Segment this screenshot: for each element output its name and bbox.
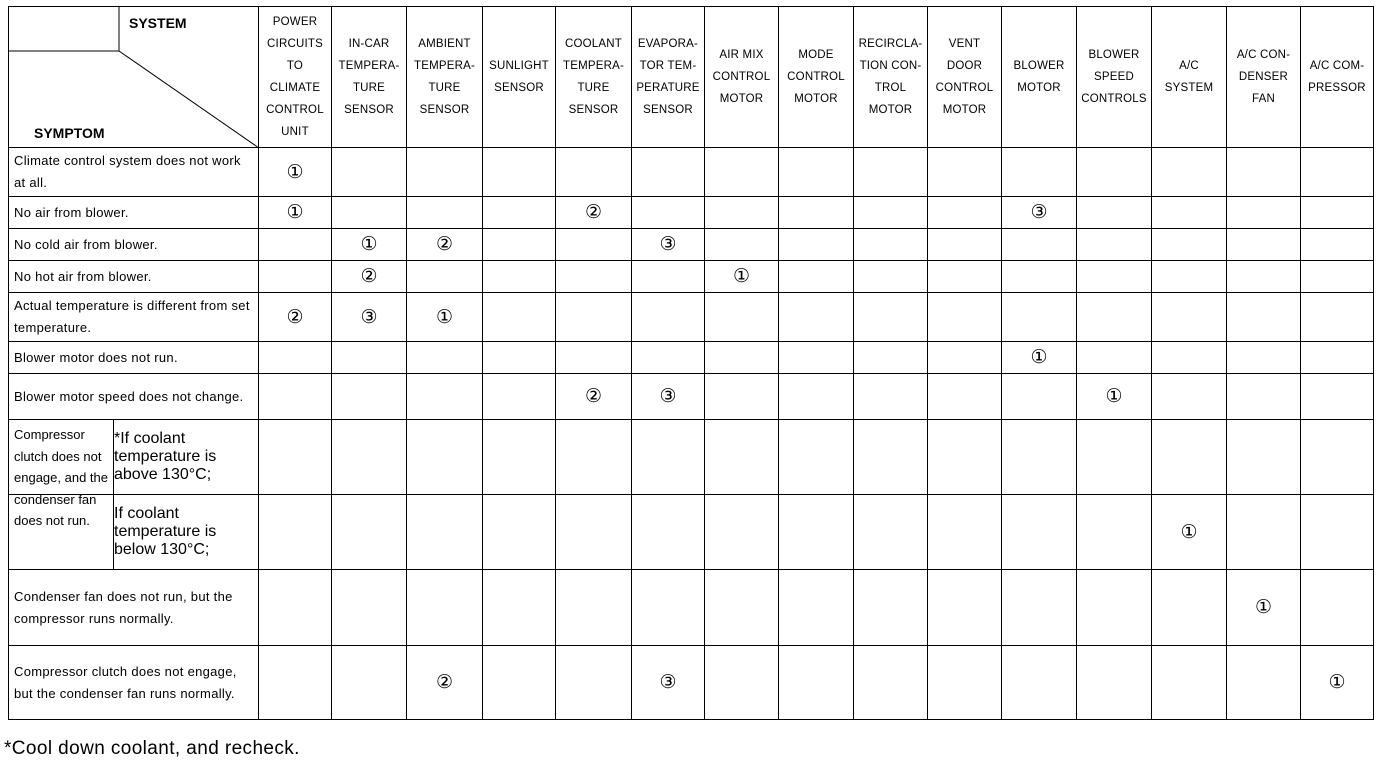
symptom-mark bbox=[1077, 197, 1152, 229]
symptom-mark bbox=[1227, 420, 1301, 495]
symptom-mark bbox=[1152, 342, 1227, 374]
symptom-mark bbox=[1077, 148, 1152, 197]
symptom-mark: ③ bbox=[632, 229, 705, 261]
table-row bbox=[9, 229, 1374, 261]
symptom-mark bbox=[705, 646, 779, 720]
symptom-mark bbox=[1301, 293, 1374, 342]
symptom-mark bbox=[332, 374, 407, 420]
symptom-mark bbox=[928, 374, 1002, 420]
table-row bbox=[9, 197, 1374, 229]
symptom-mark bbox=[632, 495, 705, 570]
symptom-mark bbox=[259, 229, 332, 261]
column-header: MODE CONTROL MOTOR bbox=[779, 7, 854, 148]
symptom-mark bbox=[779, 342, 854, 374]
symptom-mark bbox=[779, 374, 854, 420]
symptom-mark bbox=[1152, 374, 1227, 420]
header-row bbox=[9, 7, 1374, 148]
symptom-mark bbox=[779, 420, 854, 495]
symptom-mark bbox=[1152, 229, 1227, 261]
symptom-mark bbox=[1227, 261, 1301, 293]
symptom-mark bbox=[632, 342, 705, 374]
symptom-mark bbox=[854, 570, 928, 646]
symptom-mark bbox=[854, 229, 928, 261]
symptom-mark bbox=[1077, 342, 1152, 374]
symptom-mark bbox=[632, 293, 705, 342]
symptom-mark bbox=[556, 229, 632, 261]
table-row bbox=[9, 374, 1374, 420]
table-body bbox=[9, 148, 1374, 720]
symptom-mark: ② bbox=[259, 293, 332, 342]
symptom-mark bbox=[1152, 148, 1227, 197]
compressor-symptom-text: Compressor clutch does not engage, and the condenser fan does not run. bbox=[9, 420, 114, 568]
symptom-mark: ③ bbox=[632, 374, 705, 420]
symptom-mark bbox=[483, 197, 556, 229]
symptom-mark bbox=[407, 374, 483, 420]
symptom-mark bbox=[1152, 570, 1227, 646]
symptom-mark bbox=[779, 570, 854, 646]
symptom-mark bbox=[1152, 197, 1227, 229]
symptom-mark bbox=[632, 197, 705, 229]
symptom-mark: ② bbox=[407, 646, 483, 720]
symptom-cell: Actual temperature is different from set temperature. bbox=[9, 293, 259, 342]
symptom-mark bbox=[1227, 495, 1301, 570]
table-row bbox=[9, 646, 1374, 720]
symptom-mark: ① bbox=[705, 261, 779, 293]
symptom-mark bbox=[332, 570, 407, 646]
symptom-mark bbox=[259, 420, 332, 495]
symptom-mark bbox=[705, 197, 779, 229]
symptom-mark bbox=[705, 570, 779, 646]
symptom-mark bbox=[1077, 420, 1152, 495]
symptom-mark bbox=[1301, 420, 1374, 495]
symptom-cell: Condenser fan does not run, but the compressor runs normally. bbox=[9, 570, 259, 646]
symptom-mark bbox=[632, 148, 705, 197]
symptom-mark bbox=[1152, 646, 1227, 720]
symptom-mark bbox=[556, 420, 632, 495]
symptom-mark bbox=[779, 495, 854, 570]
column-header: COOLANT TEMPERA- TURE SENSOR bbox=[556, 7, 632, 148]
symptom-mark bbox=[928, 420, 1002, 495]
symptom-cell: No air from blower. bbox=[9, 197, 259, 229]
symptom-mark: ① bbox=[1077, 374, 1152, 420]
symptom-mark bbox=[854, 374, 928, 420]
symptom-mark bbox=[483, 420, 556, 495]
symptom-mark bbox=[1002, 374, 1077, 420]
symptom-mark bbox=[407, 197, 483, 229]
symptom-mark: ① bbox=[259, 197, 332, 229]
symptom-mark: ① bbox=[1152, 495, 1227, 570]
symptom-mark bbox=[1227, 342, 1301, 374]
symptom-mark bbox=[1077, 646, 1152, 720]
symptom-mark bbox=[1301, 342, 1374, 374]
symptom-mark bbox=[705, 148, 779, 197]
symptom-mark bbox=[705, 342, 779, 374]
symptom-mark bbox=[556, 646, 632, 720]
symptom-mark bbox=[407, 570, 483, 646]
symptom-mark bbox=[259, 261, 332, 293]
column-header: IN-CAR TEMPERA- TURE SENSOR bbox=[332, 7, 407, 148]
footnote: *Cool down coolant, and recheck. bbox=[4, 738, 300, 759]
symptom-mark bbox=[854, 293, 928, 342]
symptom-mark bbox=[1077, 495, 1152, 570]
symptom-mark bbox=[556, 261, 632, 293]
symptom-mark bbox=[854, 495, 928, 570]
symptom-mark bbox=[556, 293, 632, 342]
symptom-mark bbox=[1077, 293, 1152, 342]
symptom-mark: ① bbox=[259, 148, 332, 197]
symptom-mark bbox=[854, 646, 928, 720]
symptom-mark bbox=[779, 646, 854, 720]
symptom-mark bbox=[1002, 646, 1077, 720]
symptom-mark bbox=[705, 229, 779, 261]
symptom-mark bbox=[1002, 420, 1077, 495]
column-header: A/C SYSTEM bbox=[1152, 7, 1227, 148]
symptom-mark bbox=[259, 495, 332, 570]
symptom-mark bbox=[259, 374, 332, 420]
symptom-mark: ① bbox=[1301, 646, 1374, 720]
symptom-cell: Climate control system does not work at all. bbox=[9, 148, 259, 197]
symptom-mark: ① bbox=[407, 293, 483, 342]
symptom-mark bbox=[705, 293, 779, 342]
symptom-cell: Compressor clutch does not engage, but the condenser fan runs normally. bbox=[9, 646, 259, 720]
symptom-mark bbox=[483, 148, 556, 197]
symptom-mark bbox=[779, 148, 854, 197]
symptom-mark bbox=[556, 495, 632, 570]
symptom-mark bbox=[928, 261, 1002, 293]
symptom-mark: ② bbox=[556, 374, 632, 420]
symptom-mark: ② bbox=[556, 197, 632, 229]
symptom-mark bbox=[1152, 261, 1227, 293]
symptom-mark: ③ bbox=[1002, 197, 1077, 229]
symptom-mark bbox=[928, 342, 1002, 374]
symptom-mark bbox=[632, 420, 705, 495]
symptom-mark bbox=[928, 229, 1002, 261]
symptom-mark bbox=[1227, 374, 1301, 420]
column-header: EVAPORA- TOR TEM- PERATURE SENSOR bbox=[632, 7, 705, 148]
symptom-mark bbox=[332, 342, 407, 374]
condition-text: If coolant temperature is below 130°C; bbox=[114, 505, 217, 558]
column-header: A/C COM- PRESSOR bbox=[1301, 7, 1374, 148]
symptom-mark bbox=[1152, 420, 1227, 495]
symptom-mark bbox=[407, 495, 483, 570]
column-header: AMBIENT TEMPERA- TURE SENSOR bbox=[407, 7, 483, 148]
symptom-mark bbox=[779, 293, 854, 342]
symptom-mark bbox=[259, 570, 332, 646]
symptom-mark: ② bbox=[332, 261, 407, 293]
symptom-mark bbox=[1002, 261, 1077, 293]
column-header: BLOWER SPEED CONTROLS bbox=[1077, 7, 1152, 148]
column-header: BLOWER MOTOR bbox=[1002, 7, 1077, 148]
symptom-mark bbox=[854, 420, 928, 495]
symptom-mark bbox=[332, 148, 407, 197]
column-header: AIR MIX CONTROL MOTOR bbox=[705, 7, 779, 148]
symptom-mark: ① bbox=[332, 229, 407, 261]
symptom-mark bbox=[332, 495, 407, 570]
symptom-mark bbox=[1002, 293, 1077, 342]
symptom-mark bbox=[854, 342, 928, 374]
symptom-mark bbox=[1301, 374, 1374, 420]
symptom-cell: No hot air from blower. bbox=[9, 261, 259, 293]
symptom-mark bbox=[556, 148, 632, 197]
symptom-mark bbox=[928, 646, 1002, 720]
symptom-mark bbox=[928, 197, 1002, 229]
table-row bbox=[9, 261, 1374, 293]
symptom-mark bbox=[556, 570, 632, 646]
system-label: SYSTEM bbox=[129, 15, 187, 31]
symptom-mark bbox=[483, 342, 556, 374]
table-row bbox=[9, 570, 1374, 646]
symptom-mark bbox=[483, 261, 556, 293]
symptom-mark bbox=[779, 197, 854, 229]
symptom-mark bbox=[1301, 261, 1374, 293]
symptom-mark bbox=[1152, 293, 1227, 342]
symptom-mark bbox=[556, 342, 632, 374]
symptom-mark bbox=[1301, 570, 1374, 646]
symptom-mark: ① bbox=[1002, 342, 1077, 374]
symptom-mark bbox=[854, 261, 928, 293]
symptom-mark bbox=[1002, 229, 1077, 261]
symptom-cell bbox=[9, 420, 259, 528]
symptom-mark bbox=[1301, 495, 1374, 570]
troubleshooting-table bbox=[8, 6, 1374, 720]
symptom-mark: ③ bbox=[332, 293, 407, 342]
table-row bbox=[9, 148, 1374, 197]
symptom-mark bbox=[632, 570, 705, 646]
symptom-mark bbox=[332, 646, 407, 720]
symptom-mark bbox=[407, 342, 483, 374]
symptom-mark bbox=[928, 148, 1002, 197]
symptom-mark bbox=[1077, 570, 1152, 646]
symptom-mark: ① bbox=[1227, 570, 1301, 646]
symptom-mark bbox=[705, 374, 779, 420]
column-header: A/C CON- DENSER FAN bbox=[1227, 7, 1301, 148]
table-row bbox=[9, 420, 1374, 495]
symptom-mark bbox=[779, 229, 854, 261]
symptom-mark bbox=[928, 293, 1002, 342]
symptom-mark bbox=[407, 261, 483, 293]
symptom-mark bbox=[1227, 197, 1301, 229]
condition-text: *If coolant temperature is above 130°C; bbox=[114, 430, 217, 483]
symptom-mark bbox=[483, 229, 556, 261]
symptom-mark bbox=[483, 293, 556, 342]
symptom-mark bbox=[1301, 197, 1374, 229]
symptom-mark bbox=[332, 197, 407, 229]
symptom-mark bbox=[1002, 148, 1077, 197]
column-header: RECIRCLA- TION CON- TROL MOTOR bbox=[854, 7, 928, 148]
symptom-mark bbox=[1077, 229, 1152, 261]
corner-header-cell bbox=[9, 7, 259, 148]
symptom-mark bbox=[1002, 495, 1077, 570]
symptom-mark bbox=[928, 495, 1002, 570]
symptom-mark bbox=[1002, 570, 1077, 646]
symptom-mark bbox=[407, 148, 483, 197]
symptom-mark bbox=[1227, 293, 1301, 342]
symptom-mark bbox=[407, 420, 483, 495]
symptom-mark bbox=[1301, 148, 1374, 197]
table-row bbox=[9, 293, 1374, 342]
symptom-mark bbox=[854, 148, 928, 197]
symptom-mark bbox=[1227, 229, 1301, 261]
symptom-mark bbox=[779, 261, 854, 293]
symptom-mark bbox=[1227, 148, 1301, 197]
symptom-mark: ③ bbox=[632, 646, 705, 720]
symptom-mark bbox=[483, 374, 556, 420]
table-row bbox=[9, 342, 1374, 374]
symptom-mark: ② bbox=[407, 229, 483, 261]
symptom-mark bbox=[1301, 229, 1374, 261]
symptom-label: SYMPTOM bbox=[34, 125, 105, 141]
symptom-mark bbox=[1227, 646, 1301, 720]
symptom-mark bbox=[632, 261, 705, 293]
symptom-cell: Blower motor does not run. bbox=[9, 342, 259, 374]
symptom-mark bbox=[705, 420, 779, 495]
column-header: POWER CIRCUITS TO CLIMATE CONTROL UNIT bbox=[259, 7, 332, 148]
symptom-mark bbox=[259, 342, 332, 374]
symptom-cell: Blower motor speed does not change. bbox=[9, 374, 259, 420]
symptom-mark bbox=[928, 570, 1002, 646]
symptom-cell: No cold air from blower. bbox=[9, 229, 259, 261]
symptom-mark bbox=[705, 495, 779, 570]
symptom-mark bbox=[332, 420, 407, 495]
column-header: SUNLIGHT SENSOR bbox=[483, 7, 556, 148]
table-row bbox=[9, 495, 1374, 570]
symptom-mark bbox=[854, 197, 928, 229]
symptom-mark bbox=[483, 570, 556, 646]
symptom-mark bbox=[1077, 261, 1152, 293]
symptom-mark bbox=[483, 646, 556, 720]
symptom-mark bbox=[483, 495, 556, 570]
column-header: VENT DOOR CONTROL MOTOR bbox=[928, 7, 1002, 148]
symptom-mark bbox=[259, 646, 332, 720]
